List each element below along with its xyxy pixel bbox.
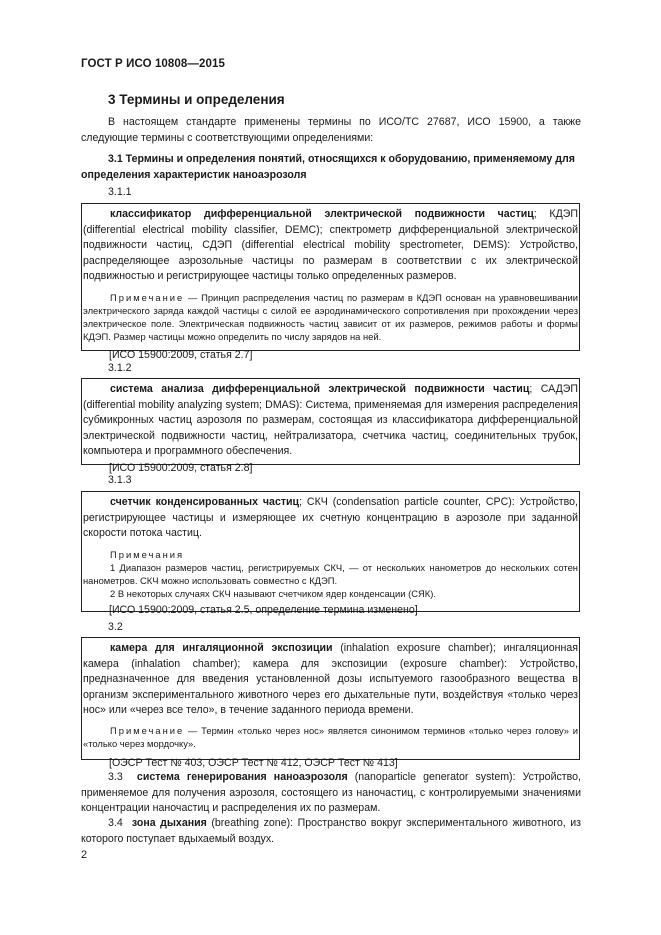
term-name: счетчик конденсированных частиц [110,496,300,508]
notes-label: Примечания [110,548,185,560]
term-name: система анализа дифференциальной электрической подвижности частиц [110,383,530,395]
term-name: камера для ингаляционной экспозиции [110,642,333,654]
term-name: классификатор дифференциальной электрической подвижности частиц [110,208,534,220]
term-text: (inhalation exposure chamber); ингаляционная камера (inhalation chamber); камера для экспозиции (exposure chamber): Устройство, предназначенное для введения установленной дозы испытуемого газообразного вещества в организм экспериментального животного через его дыхательные пути, воздействуя «только через нос» или «через все тело», в течение заданного периода времени. [83,642,578,717]
term-number: 3.4 [108,817,123,829]
note-text: — Принцип распределения частиц по размерам в КДЭП основан на уравновешивании электрического заряда каждой частицы с силой ее аэродинамического сопротивления при прохождении через электрическое поле. Электрическая подвижность частиц зависит от их размеров, режимов работы и формы КДЭП. Размер частицы можно определить по числу зарядов на ней. [83,291,578,342]
note-text: — Термин «только через нос» является синонимом терминов «только через голову» и «только через мордочку». [83,724,578,749]
document-header: ГОСТ Р ИСО 10808—2015 [81,58,226,70]
term-text: ; СКЧ (condensation particle counter, CPC): Устройство, регистрирующее частицы и измеряющее их счетную концентрацию в аэрозоле при заданной скорости потока частиц. [83,496,578,540]
term-box [81,491,580,616]
term-text: (nanoparticle generator system): Устройство, применяемое для получения аэрозоля, состоящего из наночастиц, с контролируемыми значениями концентрации наночастиц и распределения их по размерам. [81,771,581,814]
term-box [81,378,580,474]
term-text: ; САДЭП (differential mobility analyzing system; DMAS): Система, применяемая для измерения распределения субмикронных частиц аэрозоля по размерам, состоящая из классификатора дифференциальной электрической подвижности частиц, нейтрализатора, счетчика частиц, соединительных трубок, компьютера и программного обеспечения. [83,383,578,458]
term-source: [ИСО 15900:2009, статья 2.7] [109,348,253,361]
term-note-1: 1 Диапазон размеров частиц, регистрируемых СКЧ, — от нескольких нанометров до нескольких сотен нанометров. СКЧ можно использовать совместно с КДЭП. [83,561,578,586]
term-number: 3.1.3 [108,474,132,486]
term-name: зона дыхания [131,817,207,829]
term-number: 3.1.2 [108,362,132,374]
notes-heading [83,548,578,561]
note-label: Примечание [110,724,185,736]
term-definition [83,641,578,719]
term-note-2: 2 В некоторых случаях СКЧ называют счетчиком ядер конденсации (СЯК). [110,587,436,599]
term-text: (breathing zone): Пространство вокруг экспериментального животного, из которого поступает вдыхаемый воздух. [81,817,582,845]
term-number: 3.1.1 [108,186,132,198]
term-note [83,291,578,343]
term-number: 3.3 [108,771,123,783]
section-intro: В настоящем стандарте применены термины по ИСО/ТС 27687, ИСО 15900, а также следующие термины с соответствующими определениями: [81,116,581,144]
term-number: 3.2 [108,621,123,633]
term-source: [ИСО 15900:2009, статья 2.5, определение термина изменено] [109,603,418,616]
page-number: 2 [81,849,88,861]
term-note [83,724,578,750]
term-name: система генерирования наноаэрозоля [136,771,348,783]
subsection-heading: 3.1 Термины и определения понятий, относящихся к оборудованию, применяемому для определения характеристик наноаэрозоля [81,153,575,181]
term-box [81,203,580,361]
section-title: 3 Термины и определения [108,92,285,107]
term-definition [83,495,578,542]
term-text: ; КДЭП (differential electrical mobility classifier, DEMC); спектрометр дифференциальной электрической подвижности частиц, СДЭП (differential electrical mobility spectrometer, DEMS): Устройство, распределяющее аэрозольные частицы по размерам в соответствии с их электрической подвижностью и регистрирующее частицы только определенных размеров. [83,208,578,283]
term-definition [83,382,578,460]
term-definition [83,207,578,285]
term-source: [ИСО 15900:2009, статья 2.8] [109,461,253,474]
term-box [81,637,580,769]
term-source: [ОЭСР Тест № 403, ОЭСР Тест № 412, ОЭСР Тест № 413] [109,756,398,769]
term-paragraph [81,770,581,817]
term-paragraph [81,816,581,847]
note-label: Примечание [110,291,185,303]
